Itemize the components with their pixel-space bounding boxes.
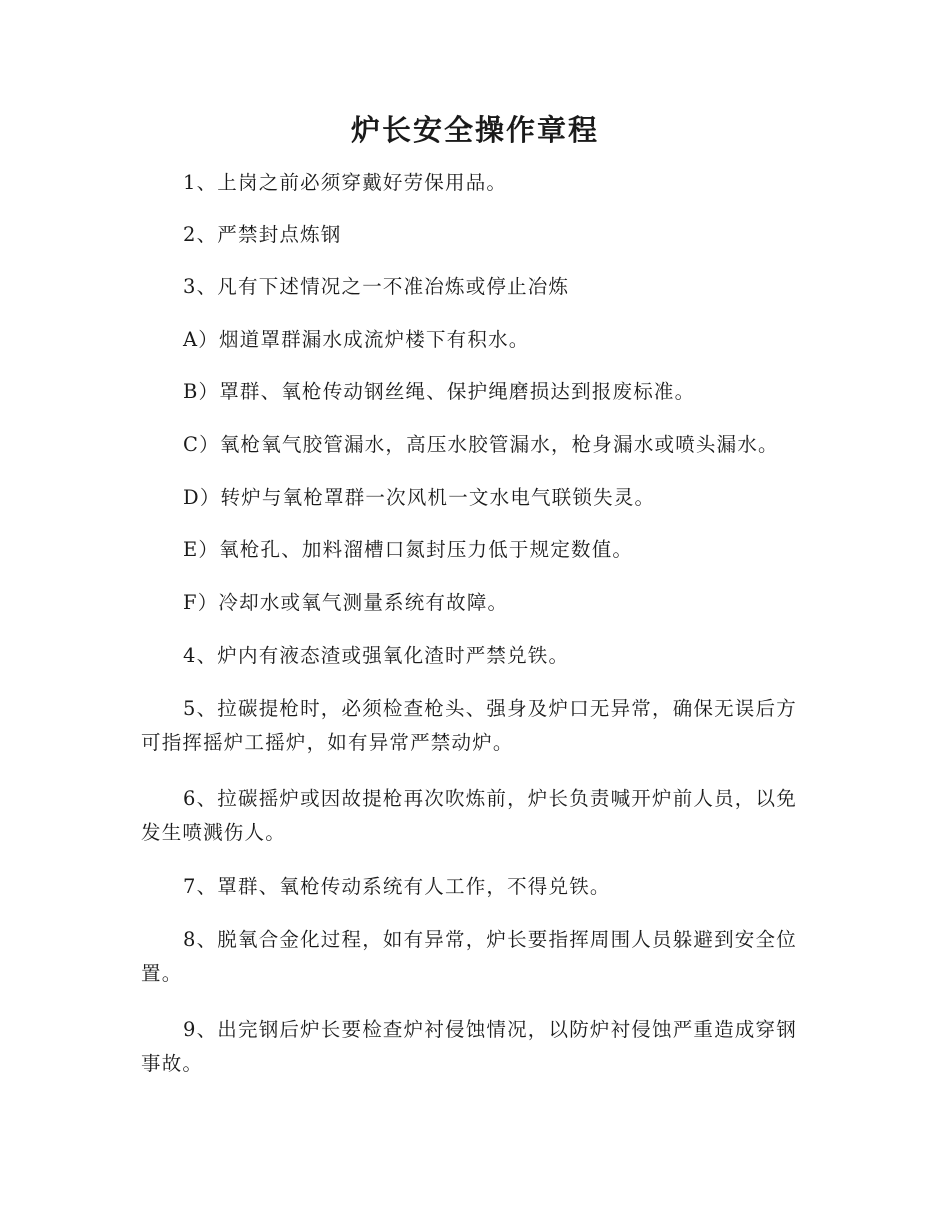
paragraph-3b: B）罩群、氧枪传动钢丝绳、保护绳磨损达到报废标准。 (183, 380, 696, 403)
paragraph-3e: E）氧枪孔、加料溜槽口氮封压力低于规定数值。 (183, 538, 634, 561)
paragraph-3f: F）冷却水或氧气测量系统有故障。 (183, 591, 509, 614)
paragraph-3a: A）烟道罩群漏水成流炉楼下有积水。 (183, 328, 530, 351)
paragraph-1: 1、上岗之前必须穿戴好劳保用品。 (183, 171, 508, 194)
paragraph-8: 8、脱氧合金化过程，如有异常，炉长要指挥周围人员躲避到安全位置。 (141, 928, 797, 985)
paragraph-9: 9、出完钢后炉长要检查炉衬侵蚀情况，以防炉衬侵蚀严重造成穿钢事故。 (141, 1018, 797, 1075)
document-title: 炉长安全操作章程 (350, 113, 599, 147)
paragraph-4: 4、炉内有液态渣或强氧化渣时严禁兑铁。 (183, 644, 570, 667)
paragraph-3c: C）氧枪氧气胶管漏水，高压水胶管漏水，枪身漏水或喷头漏水。 (183, 433, 779, 456)
paragraph-5: 5、拉碳提枪时，必须检查枪头、强身及炉口无异常，确保无误后方可指挥摇炉工摇炉，如有异常严禁动炉。 (141, 697, 797, 754)
paragraph-2: 2、严禁封点炼钢 (183, 223, 342, 246)
paragraph-3: 3、凡有下述情况之一不准冶炼或停止冶炼 (183, 275, 570, 298)
paragraph-6: 6、拉碳摇炉或因故提枪再次吹炼前，炉长负责喊开炉前人员，以免发生喷溅伤人。 (141, 787, 797, 844)
paragraph-3d: D）转炉与氧枪罩群一次风机一文水电气联锁失灵。 (183, 486, 656, 509)
paragraph-7: 7、罩群、氧枪传动系统有人工作，不得兑铁。 (183, 875, 611, 898)
